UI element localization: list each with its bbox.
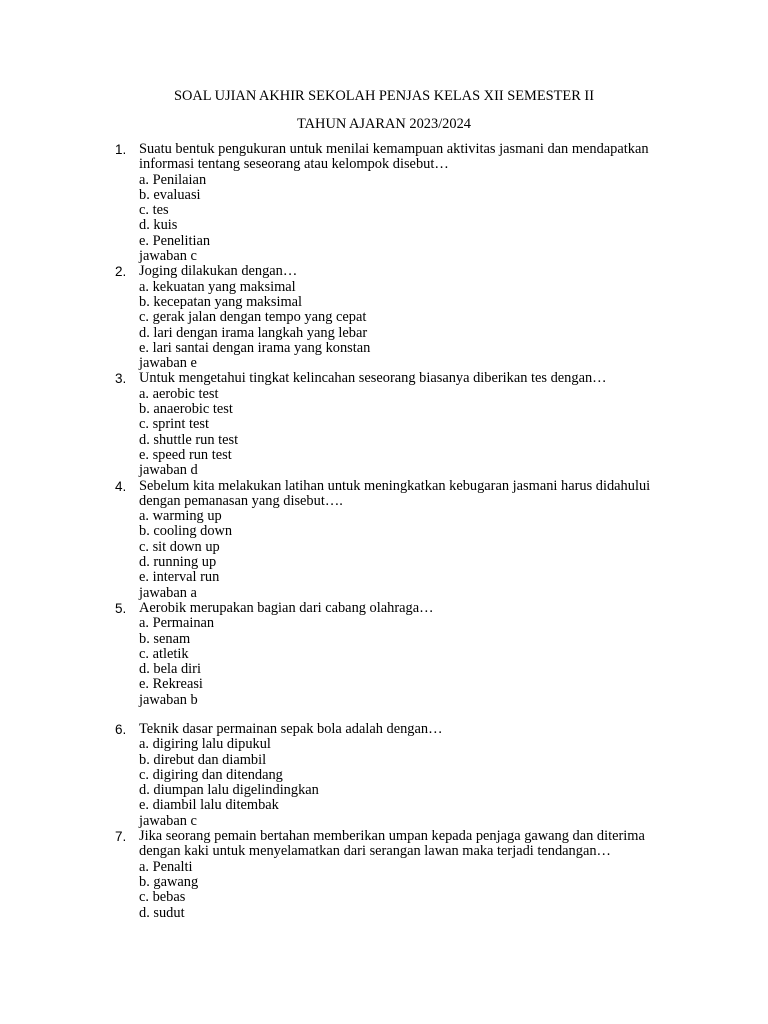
question-item	[0, 264, 768, 371]
option-item: d. kuis	[139, 217, 178, 234]
option-item: b. evaluasi	[139, 186, 201, 203]
question-item	[0, 722, 768, 829]
answer-text: jawaban e	[139, 355, 197, 372]
question-list	[0, 142, 768, 921]
question-item	[0, 142, 768, 264]
option-item: c. sit down up	[139, 538, 220, 555]
option-list	[139, 616, 668, 692]
option-item: a. Penilaian	[139, 171, 207, 188]
option-item: c. digiring dan ditendang	[139, 766, 283, 783]
question-number: 6.	[115, 721, 127, 737]
option-item: d. diumpan lalu digelindingkan	[139, 782, 319, 799]
option-item: e. interval run	[139, 569, 220, 586]
question-text: Jika seorang pemain bertahan memberikan umpan kepada penjaga gawang dan diterima dengan kaki untuk menyelamatkan dari serangan lawan maka terjadi tendangan…	[139, 828, 645, 860]
option-item: b. cooling down	[139, 523, 233, 540]
option-list	[139, 280, 668, 356]
question-text: Aerobik merupakan bagian dari cabang olahraga…	[139, 599, 434, 616]
option-item: c. bebas	[139, 889, 186, 906]
question-item	[0, 479, 768, 601]
question-item	[0, 601, 768, 708]
question-number: 1.	[115, 142, 127, 157]
question-item	[0, 371, 768, 478]
document-subtitle: TAHUN AJARAN 2023/2024	[297, 116, 471, 132]
question-text: Suatu bentuk pengukuran untuk menilai kemampuan aktivitas jasmani dan mendapatkan informasi tentang seseorang atau kelompok disebut…	[139, 141, 649, 173]
option-item: c. tes	[139, 202, 169, 219]
option-item: b. senam	[139, 630, 191, 647]
option-item: b. direbut dan diambil	[139, 751, 267, 768]
question-number: 2.	[115, 264, 127, 280]
question-number: 4.	[115, 478, 127, 494]
document-title: SOAL UJIAN AKHIR SEKOLAH PENJAS KELAS XII SEMESTER II	[174, 88, 594, 104]
option-item: a. aerobic test	[139, 385, 219, 402]
option-item: a. Penalti	[139, 858, 193, 875]
answer-text: jawaban a	[139, 584, 197, 601]
option-item: b. kecepatan yang maksimal	[139, 293, 303, 310]
option-item: b. anaerobic test	[139, 401, 233, 418]
answer-text: jawaban b	[139, 691, 198, 708]
option-list	[139, 860, 668, 921]
question-number: 5.	[115, 600, 127, 616]
option-list	[139, 387, 668, 463]
option-list	[139, 173, 668, 249]
option-item: c. sprint test	[139, 416, 209, 433]
option-item: a. Permainan	[139, 615, 215, 632]
option-item: e. diambil lalu ditembak	[139, 797, 279, 814]
answer-text: jawaban d	[139, 462, 198, 479]
question-text: Untuk mengetahui tingkat kelincahan seseorang biasanya diberikan tes dengan…	[139, 370, 607, 387]
question-number: 3.	[115, 371, 127, 387]
option-item: c. gerak jalan dengan tempo yang cepat	[139, 309, 367, 326]
option-item: a. kekuatan yang maksimal	[139, 278, 296, 295]
option-item: e. lari santai dengan irama yang konstan	[139, 339, 371, 356]
answer-text: jawaban c	[139, 812, 197, 829]
question-text: Joging dilakukan dengan…	[139, 263, 298, 280]
option-item: a. digiring lalu dipukul	[139, 736, 271, 753]
option-item: e. Rekreasi	[139, 676, 203, 693]
question-text: Sebelum kita melakukan latihan untuk meningkatkan kebugaran jasmani harus didahului dengan pemanasan yang disebut….	[139, 477, 651, 509]
option-item: d. lari dengan irama langkah yang lebar	[139, 324, 368, 341]
option-item: b. gawang	[139, 873, 199, 890]
option-list	[139, 509, 668, 585]
option-item: d. running up	[139, 554, 217, 571]
option-item: e. Penelitian	[139, 232, 211, 249]
question-number: 7.	[115, 829, 127, 845]
option-list	[139, 737, 668, 813]
answer-text: jawaban c	[139, 248, 197, 265]
option-item: d. shuttle run test	[139, 431, 239, 448]
option-item: d. sudut	[139, 904, 185, 921]
question-item	[0, 829, 768, 921]
question-text: Teknik dasar permainan sepak bola adalah dengan…	[139, 720, 443, 737]
option-item: a. warming up	[139, 508, 222, 525]
option-item: c. atletik	[139, 645, 189, 662]
option-item: e. speed run test	[139, 446, 232, 463]
option-item: d. bela diri	[139, 661, 201, 678]
